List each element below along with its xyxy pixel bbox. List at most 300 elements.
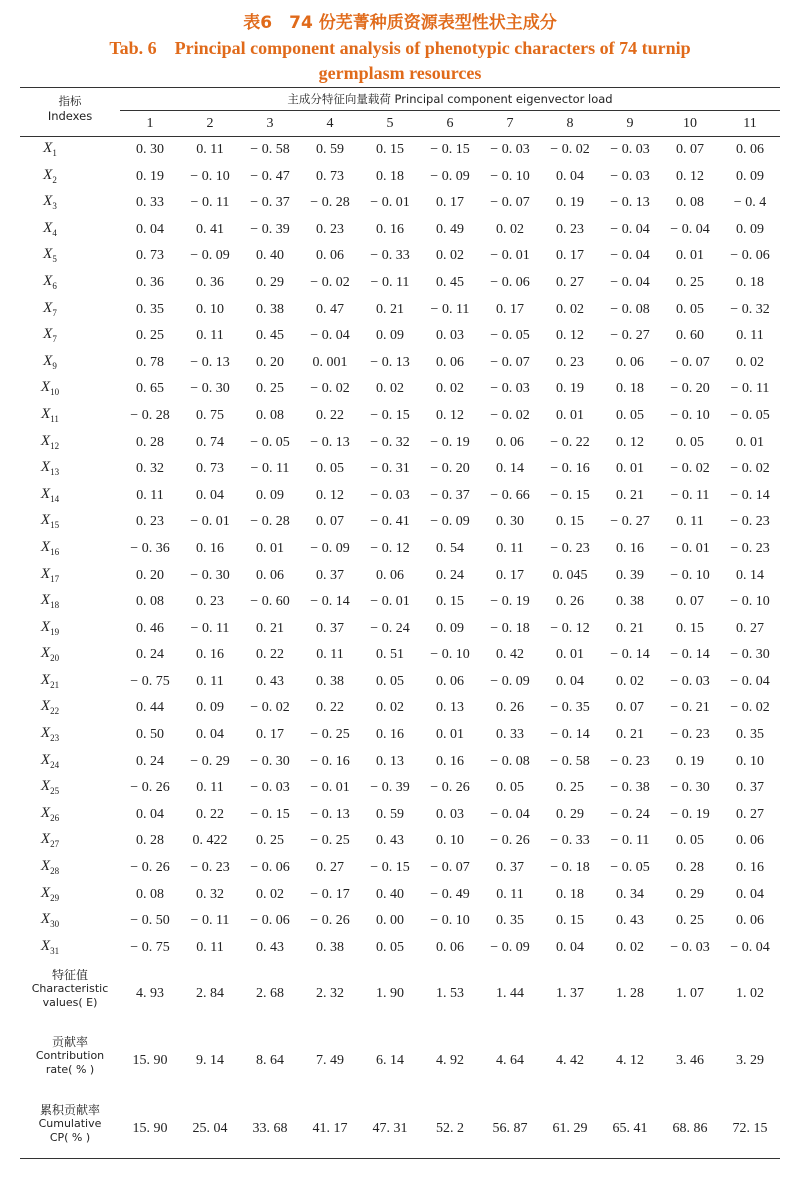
row-index-var: X bbox=[40, 538, 51, 555]
summary-cell: 47. 31 bbox=[372, 1121, 408, 1136]
table-cell: 0. 54 bbox=[436, 540, 464, 556]
summary-cell: 33. 68 bbox=[252, 1121, 288, 1136]
table-cell: − 0. 31 bbox=[370, 461, 410, 477]
column-number: 11 bbox=[743, 116, 757, 131]
table-title-en: Tab. 6 Principal component analysis of phenotypic characters of 74 turnip germplasm resources bbox=[109, 38, 691, 83]
table-cell: − 0. 20 bbox=[670, 381, 710, 397]
summary-cell: 2. 68 bbox=[256, 986, 284, 1001]
table-cell: 0. 21 bbox=[376, 301, 404, 317]
row-index-sub: 27 bbox=[50, 839, 60, 850]
table-cell: 0. 33 bbox=[136, 195, 164, 211]
table-cell: − 0. 22 bbox=[550, 434, 590, 450]
summary-cell: 7. 49 bbox=[316, 1053, 344, 1068]
row-index-var: X bbox=[40, 459, 51, 476]
table-row bbox=[20, 508, 780, 535]
row-index-sub: 12 bbox=[50, 440, 60, 451]
row-index-var: X bbox=[40, 671, 51, 688]
table-row bbox=[20, 429, 780, 456]
table-cell: 0. 001 bbox=[312, 354, 348, 370]
row-index bbox=[20, 805, 80, 823]
table-cell: 0. 05 bbox=[676, 833, 704, 849]
table-cell: 0. 45 bbox=[256, 328, 284, 344]
table-cell: 0. 28 bbox=[136, 833, 164, 849]
summary-label-cn: 贡献率 bbox=[51, 1035, 88, 1049]
table-cell: 0. 25 bbox=[676, 913, 704, 929]
table-row bbox=[20, 322, 780, 349]
row-index-sub: 22 bbox=[50, 706, 60, 717]
summary-cell: 1. 90 bbox=[376, 986, 404, 1001]
table-cell: 0. 23 bbox=[556, 354, 584, 370]
table-cell: − 0. 13 bbox=[310, 434, 350, 450]
table-cell: 0. 14 bbox=[496, 461, 524, 477]
table-cell: − 0. 14 bbox=[310, 594, 350, 610]
table-row bbox=[20, 482, 780, 509]
row-index-var: X bbox=[40, 937, 51, 954]
column-number: 6 bbox=[446, 116, 454, 131]
table-cell: 0. 24 bbox=[136, 753, 164, 769]
table-cell: 0. 73 bbox=[316, 168, 344, 184]
row-index-sub: 10 bbox=[50, 387, 60, 398]
table-cell: 0. 04 bbox=[556, 168, 584, 184]
table-cell: 0. 18 bbox=[556, 886, 584, 902]
table-cell: 0. 06 bbox=[436, 673, 464, 689]
summary-cell: 8. 64 bbox=[256, 1053, 284, 1068]
table-row bbox=[20, 774, 780, 801]
table-cell: 0. 15 bbox=[556, 514, 584, 530]
table-cell: − 0. 30 bbox=[670, 780, 710, 796]
table-cell: 0. 04 bbox=[556, 939, 584, 955]
table-cell: 0. 14 bbox=[736, 567, 764, 583]
table-cell: − 0. 23 bbox=[730, 514, 770, 530]
table-cell: − 0. 03 bbox=[490, 142, 530, 157]
table-cell: 0. 02 bbox=[436, 248, 464, 264]
table-cell: 0. 22 bbox=[196, 806, 224, 822]
table-cell: − 0. 58 bbox=[550, 753, 590, 769]
table-cell: 0. 28 bbox=[136, 434, 164, 450]
table-cell: 0. 02 bbox=[496, 221, 524, 237]
row-index-var: X bbox=[40, 645, 51, 662]
table-row bbox=[20, 588, 780, 615]
table-cell: − 0. 01 bbox=[370, 195, 410, 211]
table-cell: 0. 06 bbox=[736, 833, 764, 849]
table-cell: 0. 43 bbox=[256, 939, 284, 955]
bottom-rule bbox=[20, 1158, 780, 1159]
summary-cell: 61. 29 bbox=[552, 1121, 588, 1136]
index-header-cn: 指标 bbox=[58, 94, 82, 108]
summary-cell: 15. 90 bbox=[132, 1121, 168, 1136]
table-cell: − 0. 19 bbox=[430, 434, 470, 450]
summary-cell: 3. 46 bbox=[676, 1053, 704, 1068]
table-row bbox=[20, 641, 780, 668]
row-index-var: X bbox=[43, 193, 53, 210]
summary-label-cn: 特征值 bbox=[51, 968, 88, 982]
table-cell: 0. 16 bbox=[436, 753, 464, 769]
table-cell: − 0. 15 bbox=[250, 806, 290, 822]
table-cell: 0. 26 bbox=[556, 594, 584, 610]
summary-label-en2: rate( % ) bbox=[45, 1063, 95, 1076]
table-cell: 0. 25 bbox=[676, 274, 704, 290]
table-cell: 0. 07 bbox=[676, 594, 704, 610]
table-cell: − 0. 35 bbox=[550, 700, 590, 716]
table-cell: − 0. 30 bbox=[250, 753, 290, 769]
column-number: 10 bbox=[683, 116, 697, 131]
table-cell: 0. 11 bbox=[196, 673, 224, 689]
summary-cell: 6. 14 bbox=[376, 1053, 404, 1068]
table-cell: − 0. 14 bbox=[670, 647, 710, 663]
table-cell: 0. 06 bbox=[436, 939, 464, 955]
row-index-var: X bbox=[40, 778, 51, 795]
table-cell: − 0. 24 bbox=[370, 620, 410, 636]
table-cell: 0. 09 bbox=[376, 328, 404, 344]
row-index bbox=[20, 778, 80, 796]
table-cell: − 0. 39 bbox=[370, 780, 410, 796]
table-cell: − 0. 25 bbox=[310, 833, 350, 849]
table-cell: 0. 11 bbox=[496, 886, 524, 902]
table-cell: 0. 35 bbox=[136, 301, 164, 317]
summary-cell: 56. 87 bbox=[492, 1121, 528, 1136]
group-rule bbox=[120, 110, 780, 111]
table-cell: − 0. 66 bbox=[490, 487, 530, 503]
table-cell: 0. 05 bbox=[316, 461, 344, 477]
top-rule bbox=[20, 87, 780, 88]
row-index bbox=[20, 752, 80, 770]
table-cell: 0. 59 bbox=[376, 806, 404, 822]
table-cell: − 0. 14 bbox=[550, 727, 590, 743]
table-cell: − 0. 16 bbox=[310, 753, 350, 769]
row-index-var: X bbox=[40, 751, 51, 768]
table-cell: 0. 37 bbox=[496, 860, 524, 876]
row-index bbox=[20, 433, 80, 451]
table-cell: − 0. 37 bbox=[250, 195, 290, 211]
table-cell: 0. 12 bbox=[616, 434, 644, 450]
summary-cell: 68. 86 bbox=[672, 1121, 708, 1136]
row-index bbox=[20, 911, 80, 929]
summary-cell: 15. 90 bbox=[132, 1053, 168, 1068]
table-cell: 0. 13 bbox=[436, 700, 464, 716]
row-index-sub: 11 bbox=[50, 413, 59, 424]
table-cell: 0. 06 bbox=[736, 142, 764, 157]
row-index-var: X bbox=[40, 804, 51, 821]
table-cell: 0. 46 bbox=[136, 620, 164, 636]
table-cell: 0. 13 bbox=[376, 753, 404, 769]
row-index-sub: 25 bbox=[50, 786, 60, 797]
row-index bbox=[20, 512, 80, 530]
summary-label bbox=[20, 1035, 120, 1077]
row-index bbox=[20, 406, 80, 424]
table-cell: 0. 27 bbox=[556, 274, 584, 290]
row-index bbox=[20, 619, 80, 637]
table-cell: − 0. 33 bbox=[550, 833, 590, 849]
table-row bbox=[20, 854, 780, 881]
table-cell: 0. 37 bbox=[316, 620, 344, 636]
table-cell: 0. 01 bbox=[736, 434, 764, 450]
row-index bbox=[20, 193, 80, 211]
row-index-var: X bbox=[40, 911, 51, 928]
row-index-sub: 28 bbox=[50, 866, 60, 877]
table-row bbox=[20, 375, 780, 402]
table-cell: 0. 06 bbox=[496, 434, 524, 450]
table-cell: 0. 25 bbox=[136, 328, 164, 344]
summary-cell: 2. 32 bbox=[316, 986, 344, 1001]
table-cell: 0. 02 bbox=[616, 673, 644, 689]
row-index bbox=[20, 592, 80, 610]
table-cell: 0. 30 bbox=[496, 514, 524, 530]
row-index bbox=[20, 140, 80, 158]
table-row bbox=[20, 402, 780, 429]
table-cell: 0. 30 bbox=[136, 142, 164, 157]
row-index bbox=[20, 938, 80, 956]
table-cell: 0. 45 bbox=[436, 274, 464, 290]
table-cell: 0. 27 bbox=[736, 806, 764, 822]
table-cell: 0. 05 bbox=[376, 673, 404, 689]
table-cell: − 0. 11 bbox=[190, 620, 230, 636]
table-cell: − 0. 11 bbox=[190, 195, 230, 211]
row-index bbox=[20, 459, 80, 477]
table-cell: 0. 16 bbox=[736, 860, 764, 876]
table-cell: 0. 11 bbox=[196, 142, 224, 157]
table-cell: 0. 05 bbox=[376, 939, 404, 955]
table-cell: 0. 15 bbox=[676, 620, 704, 636]
table-cell: − 0. 03 bbox=[670, 939, 710, 955]
table-cell: 0. 09 bbox=[196, 700, 224, 716]
summary-cell: 1. 53 bbox=[436, 986, 464, 1001]
table-cell: 0. 74 bbox=[196, 434, 224, 450]
table-cell: 0. 22 bbox=[316, 407, 344, 423]
table-cell: 0. 75 bbox=[196, 407, 224, 423]
table-cell: 0. 41 bbox=[196, 221, 224, 237]
row-index-var: X bbox=[40, 432, 51, 449]
table-cell: 0. 59 bbox=[316, 142, 344, 157]
table-cell: 0. 06 bbox=[616, 354, 644, 370]
table-cell: − 0. 32 bbox=[370, 434, 410, 450]
table-cell: 0. 12 bbox=[316, 487, 344, 503]
table-cell: 0. 78 bbox=[136, 354, 164, 370]
table-cell: − 0. 30 bbox=[730, 647, 770, 663]
summary-cell: 1. 44 bbox=[496, 986, 524, 1001]
table-row bbox=[20, 455, 780, 482]
table-cell: − 0. 30 bbox=[190, 567, 230, 583]
table-cell: 0. 33 bbox=[496, 727, 524, 743]
table-cell: 0. 04 bbox=[196, 727, 224, 743]
table-cell: 0. 27 bbox=[736, 620, 764, 636]
table-cell: 0. 045 bbox=[552, 567, 588, 583]
table-cell: 0. 37 bbox=[316, 567, 344, 583]
table-cell: 0. 02 bbox=[436, 381, 464, 397]
table-cell: 0. 16 bbox=[196, 540, 224, 556]
table-cell: − 0. 13 bbox=[370, 354, 410, 370]
table-cell: 0. 23 bbox=[136, 514, 164, 530]
table-cell: 0. 16 bbox=[376, 221, 404, 237]
table-cell: 0. 36 bbox=[196, 274, 224, 290]
table-cell: − 0. 23 bbox=[670, 727, 710, 743]
column-number: 4 bbox=[326, 116, 334, 131]
table-cell: 0. 09 bbox=[256, 487, 284, 503]
summary-label-en1: Characteristic bbox=[31, 982, 109, 995]
table-cell: 0. 18 bbox=[736, 274, 764, 290]
table-cell: 0. 21 bbox=[616, 487, 644, 503]
table-cell: − 0. 04 bbox=[310, 328, 350, 344]
table-cell: − 0. 36 bbox=[130, 540, 170, 556]
table-cell: − 0. 58 bbox=[250, 142, 290, 157]
table-cell: − 0. 24 bbox=[610, 806, 650, 822]
table-cell: 0. 05 bbox=[496, 780, 524, 796]
row-index-sub: 13 bbox=[50, 467, 60, 478]
table-cell: − 0. 12 bbox=[370, 540, 410, 556]
table-cell: 0. 12 bbox=[436, 407, 464, 423]
table-cell: − 0. 02 bbox=[670, 461, 710, 477]
table-cell: 0. 02 bbox=[556, 301, 584, 317]
table-row bbox=[20, 907, 780, 934]
table-cell: 0. 02 bbox=[616, 939, 644, 955]
row-index-var: X bbox=[40, 858, 51, 875]
table-cell: − 0. 27 bbox=[610, 514, 650, 530]
table-row bbox=[20, 216, 780, 243]
table-cell: 0. 25 bbox=[556, 780, 584, 796]
table-cell: 0. 25 bbox=[256, 833, 284, 849]
table-cell: 0. 35 bbox=[496, 913, 524, 929]
table-cell: − 0. 10 bbox=[670, 567, 710, 583]
table-cell: 0. 00 bbox=[376, 913, 404, 929]
index-header bbox=[20, 94, 120, 124]
table-cell: 0. 11 bbox=[196, 939, 224, 955]
table-cell: − 0. 14 bbox=[610, 647, 650, 663]
table-cell: − 0. 13 bbox=[310, 806, 350, 822]
row-index-sub: 24 bbox=[50, 759, 60, 770]
table-cell: 0. 19 bbox=[556, 195, 584, 211]
table-cell: 0. 11 bbox=[736, 328, 764, 344]
table-cell: − 0. 23 bbox=[610, 753, 650, 769]
table-cell: − 0. 08 bbox=[490, 753, 530, 769]
table-cell: − 0. 01 bbox=[670, 540, 710, 556]
table-cell: − 0. 11 bbox=[370, 274, 410, 290]
column-number: 7 bbox=[506, 116, 514, 131]
table-cell: 0. 01 bbox=[556, 647, 584, 663]
table-cell: 0. 43 bbox=[256, 673, 284, 689]
table-cell: 0. 47 bbox=[316, 301, 344, 317]
row-index-sub: 14 bbox=[50, 493, 60, 504]
table-cell: 0. 03 bbox=[436, 806, 464, 822]
table-cell: 0. 04 bbox=[136, 221, 164, 237]
table-cell: − 0. 09 bbox=[490, 939, 530, 955]
table-cell: 0. 20 bbox=[136, 567, 164, 583]
table-cell: 0. 15 bbox=[436, 594, 464, 610]
table-cell: − 0. 09 bbox=[490, 673, 530, 689]
table-cell: − 0. 05 bbox=[610, 860, 650, 876]
table-cell: − 0. 28 bbox=[130, 407, 170, 423]
table-cell: 0. 02 bbox=[376, 381, 404, 397]
table-cell: − 0. 10 bbox=[730, 594, 770, 610]
table-cell: 0. 10 bbox=[436, 833, 464, 849]
table-cell: − 0. 19 bbox=[670, 806, 710, 822]
table-cell: 0. 21 bbox=[616, 727, 644, 743]
table-cell: 0. 06 bbox=[376, 567, 404, 583]
data-rows bbox=[20, 136, 780, 960]
table-cell: 0. 60 bbox=[676, 328, 704, 344]
table-cell: 0. 08 bbox=[676, 195, 704, 211]
table-cell: 0. 17 bbox=[496, 301, 524, 317]
table-cell: − 0. 10 bbox=[430, 913, 470, 929]
table-cell: 0. 38 bbox=[316, 939, 344, 955]
table-cell: 0. 18 bbox=[616, 381, 644, 397]
table-row bbox=[20, 721, 780, 748]
table-cell: 0. 25 bbox=[256, 381, 284, 397]
table-cell: 0. 21 bbox=[616, 620, 644, 636]
table-cell: − 0. 02 bbox=[310, 381, 350, 397]
table-cell: 0. 03 bbox=[436, 328, 464, 344]
table-cell: − 0. 11 bbox=[610, 833, 650, 849]
row-index-sub: 1 bbox=[52, 148, 57, 158]
table-cell: − 0. 50 bbox=[130, 913, 170, 929]
table-cell: 0. 26 bbox=[496, 700, 524, 716]
table-cell: − 0. 09 bbox=[430, 168, 470, 184]
table-cell: 0. 38 bbox=[316, 673, 344, 689]
row-index-sub: 17 bbox=[50, 573, 60, 584]
row-index-var: X bbox=[40, 884, 51, 901]
row-index bbox=[20, 246, 80, 264]
table-cell: − 0. 04 bbox=[610, 274, 650, 290]
table-cell: 0. 23 bbox=[556, 221, 584, 237]
table-cell: − 0. 10 bbox=[670, 407, 710, 423]
table-cell: 0. 35 bbox=[736, 727, 764, 743]
table-cell: 0. 17 bbox=[496, 567, 524, 583]
table-cell: 0. 40 bbox=[376, 886, 404, 902]
row-index-sub: 20 bbox=[50, 653, 60, 664]
table-cell: 0. 06 bbox=[316, 248, 344, 264]
table-cell: − 0. 11 bbox=[190, 913, 230, 929]
table-cell: − 0. 03 bbox=[670, 673, 710, 689]
table-cell: 0. 18 bbox=[376, 168, 404, 184]
column-number: 3 bbox=[266, 116, 274, 131]
row-index bbox=[20, 645, 80, 663]
table-cell: − 0. 18 bbox=[490, 620, 530, 636]
table-cell: − 0. 09 bbox=[430, 514, 470, 530]
table-row bbox=[20, 668, 780, 695]
row-index bbox=[20, 885, 80, 903]
table-cell: − 0. 04 bbox=[610, 248, 650, 264]
table-cell: 0. 29 bbox=[256, 274, 284, 290]
table-cell: 0. 37 bbox=[736, 780, 764, 796]
summary-cell: 1. 02 bbox=[736, 986, 764, 1001]
table-cell: 0. 29 bbox=[556, 806, 584, 822]
row-index-sub: 5 bbox=[52, 254, 57, 265]
table-cell: − 0. 15 bbox=[370, 407, 410, 423]
row-index-var: X bbox=[43, 326, 53, 343]
row-index bbox=[20, 273, 80, 291]
table-cell: 0. 38 bbox=[616, 594, 644, 610]
table-cell: 0. 05 bbox=[676, 434, 704, 450]
table-cell: 0. 11 bbox=[136, 487, 164, 503]
table-cell: − 0. 26 bbox=[310, 913, 350, 929]
table-cell: − 0. 04 bbox=[730, 673, 770, 689]
row-index bbox=[20, 566, 80, 584]
table-cell: − 0. 15 bbox=[550, 487, 590, 503]
row-index-var: X bbox=[41, 405, 51, 422]
table-cell: − 0. 02 bbox=[250, 700, 290, 716]
table-row bbox=[20, 881, 780, 908]
table-cell: 0. 22 bbox=[256, 647, 284, 663]
summary-cell: 1. 37 bbox=[556, 986, 584, 1001]
table-cell: − 0. 05 bbox=[730, 407, 770, 423]
table-cell: 0. 11 bbox=[676, 514, 704, 530]
table-cell: − 0. 26 bbox=[130, 780, 170, 796]
table-cell: − 0. 27 bbox=[610, 328, 650, 344]
table-cell: − 0. 23 bbox=[550, 540, 590, 556]
table-cell: 0. 02 bbox=[736, 354, 764, 370]
table-cell: − 0. 26 bbox=[430, 780, 470, 796]
table-cell: 0. 01 bbox=[436, 727, 464, 743]
table-cell: 0. 08 bbox=[136, 594, 164, 610]
row-index bbox=[20, 300, 80, 318]
